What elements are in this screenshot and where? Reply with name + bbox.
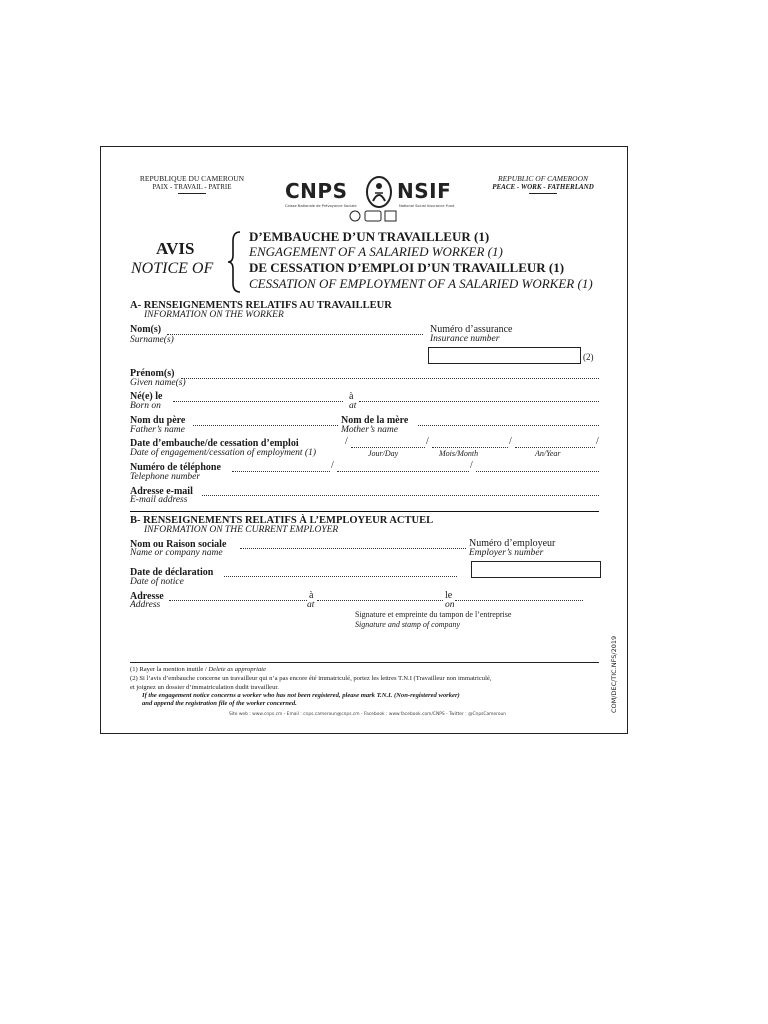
footnote-1 — [130, 666, 266, 673]
label-numero-assurance: Numéro d’assurance — [430, 324, 513, 335]
footnote-1-fr: (1) Rayer la mention inutile / — [130, 666, 207, 673]
certification-badges-icon — [347, 210, 405, 224]
birth-date-field[interactable] — [173, 401, 343, 402]
date-slash-4: / — [596, 436, 599, 447]
header-right — [483, 174, 603, 194]
country-fr: REPUBLIQUE DU CAMEROUN — [139, 174, 245, 183]
phone-slash-1: / — [331, 460, 334, 471]
date-slash-3: / — [509, 436, 512, 447]
title-line-4: CESSATION OF EMPLOYMENT OF A SALARIED WORKER (1) — [249, 276, 593, 291]
telephone-field-2[interactable] — [337, 471, 469, 472]
label-employer-number: Employer’s number — [469, 548, 544, 558]
label-telephone-en: Telephone number — [130, 472, 201, 482]
label-born-on: Born on — [130, 401, 161, 411]
label-jour: Jour/Day — [368, 449, 399, 458]
motto-en: PEACE - WORK - FATHERLAND — [492, 183, 594, 191]
label-surname: Surname(s) — [130, 335, 174, 345]
country-en: REPUBLIC OF CAMEROON — [498, 174, 588, 183]
label-mois: Mois/Month — [439, 449, 479, 458]
footnote-2-line-2: et joignez un dossier d’immatriculation dudit travailleur. — [130, 684, 279, 691]
label-signature-en: Signature and stamp of company — [355, 620, 461, 629]
form-sheet — [100, 146, 628, 734]
label-date-engagement: Date of engagement/cessation of employment (1) — [130, 448, 316, 458]
label-date-declaration: Date de déclaration — [130, 567, 214, 578]
footnote-2-en-2: and append the registration file of the worker concerned. — [142, 700, 297, 707]
label-date-embauche: Date d’embauche/de cessation d’emploi — [130, 438, 299, 449]
section-a-title: A- RENSEIGNEMENTS RELATIFS AU TRAVAILLEUR — [130, 300, 392, 311]
label-mother: Mother’s name — [341, 425, 398, 435]
engagement-month-field[interactable] — [432, 447, 508, 448]
telephone-field-3[interactable] — [476, 471, 599, 472]
footnote-1-en: Delete as appropriate — [208, 666, 267, 673]
declaration-date-field[interactable] — [224, 576, 457, 577]
title-avis: AVIS — [156, 239, 195, 258]
telephone-field-1[interactable] — [232, 471, 330, 472]
email-field[interactable] — [202, 495, 599, 496]
footnote-2-en-1: If the engagement notice concerns a worker who has not been registered, please mark T.N.I. (Non-registered worker) — [142, 692, 460, 699]
header-left — [127, 174, 257, 194]
given-name-field[interactable] — [181, 378, 599, 379]
father-name-field[interactable] — [193, 425, 338, 426]
label-insurance-number: Insurance number — [430, 334, 500, 344]
title-line-1: D’EMBAUCHE D’UN TRAVAILLEUR (1) — [249, 229, 490, 244]
label-nom: Nom(s) — [130, 324, 162, 335]
section-b-subtitle: INFORMATION ON THE CURRENT EMPLOYER — [144, 525, 339, 535]
label-an: An/Year — [535, 449, 561, 458]
contact-line: Site web : www.cnps.cm - Email : cnps.cameroun@cnps.cm - Facebook : www.facebook.com/CNPS - Twitter : @CnpsCameroun — [229, 712, 507, 717]
title-line-2: ENGAGEMENT OF A SALARIED WORKER (1) — [249, 244, 503, 259]
surname-field[interactable] — [167, 334, 423, 335]
label-at-address: at — [307, 600, 315, 610]
label-numero-employeur: Numéro d’employeur — [469, 538, 556, 549]
motto-fr: PAIX - TRAVAIL - PATRIE — [152, 183, 232, 191]
label-at-birth: at — [349, 401, 357, 411]
label-given: Given name(s) — [130, 378, 186, 388]
label-ne-le: Né(e) le — [130, 391, 163, 402]
header-divider-left — [178, 193, 206, 194]
label-a-address: à — [309, 590, 314, 601]
section-divider — [130, 511, 599, 512]
label-on: on — [445, 600, 455, 610]
date-slash-2: / — [426, 436, 429, 447]
label-prenom: Prénom(s) — [130, 368, 175, 379]
label-company: Name or company name — [130, 548, 223, 558]
label-signature-fr: Signature et empreinte du tampon de l’entreprise — [355, 610, 512, 619]
logo-cnps-text: CNPS — [285, 179, 348, 203]
label-adresse: Adresse — [130, 591, 164, 602]
label-nom-pere: Nom du père — [130, 415, 186, 426]
insurance-number-box[interactable] — [428, 347, 581, 364]
address-place-field[interactable] — [317, 600, 443, 601]
employer-number-box[interactable] — [471, 561, 601, 578]
form-code-vertical: COM/DEC/TIC.NFS/2019 — [610, 635, 618, 713]
phone-slash-2: / — [470, 460, 473, 471]
label-father: Father’s name — [130, 425, 185, 435]
engagement-day-field[interactable] — [351, 447, 425, 448]
label-raison-sociale: Nom ou Raison sociale — [130, 539, 227, 550]
header-divider-right — [529, 193, 557, 194]
cnps-logo — [281, 174, 471, 224]
mother-name-field[interactable] — [418, 425, 599, 426]
birth-place-field[interactable] — [359, 401, 599, 402]
section-a-subtitle: INFORMATION ON THE WORKER — [144, 310, 284, 320]
logo-sub-fr: Caisse Nationale de Prévoyance Sociale — [285, 204, 357, 208]
footnote-2-line-1: (2) Si l’avis d’embauche concerne un travailleur qui n’a pas encore été immatriculé, portez les lettres T.N.I (Travailleur non immatriculé, — [130, 675, 492, 682]
logo-emblem-icon — [365, 175, 393, 209]
title-line-3: DE CESSATION D’EMPLOI D’UN TRAVAILLEUR (1) — [249, 260, 565, 275]
label-le: le — [445, 590, 453, 601]
label-adresse-email: Adresse e-mail — [130, 486, 193, 497]
footnote-divider — [130, 662, 599, 663]
note-2: (2) — [583, 352, 594, 362]
label-address: Address — [130, 600, 161, 610]
company-name-field[interactable] — [240, 548, 466, 549]
logo-sub-en: National Social Insurance Fund — [399, 204, 455, 208]
address-field[interactable] — [169, 600, 307, 601]
title-brace — [227, 231, 241, 293]
logo-nsif-text: NSIF — [397, 179, 452, 203]
label-nom-mere: Nom de la mère — [341, 415, 409, 426]
label-a-birth: à — [349, 391, 354, 402]
date-slash-1: / — [345, 436, 348, 447]
label-date-notice: Date of notice — [130, 577, 184, 587]
label-email-en: E-mail address — [130, 495, 188, 505]
title-notice: NOTICE OF — [131, 260, 214, 277]
signature-date-field[interactable] — [455, 600, 583, 601]
label-telephone: Numéro de téléphone — [130, 462, 221, 473]
section-b-title: B- RENSEIGNEMENTS RELATIFS À L’EMPLOYEUR ACTUEL — [130, 515, 434, 526]
engagement-year-field[interactable] — [515, 447, 595, 448]
